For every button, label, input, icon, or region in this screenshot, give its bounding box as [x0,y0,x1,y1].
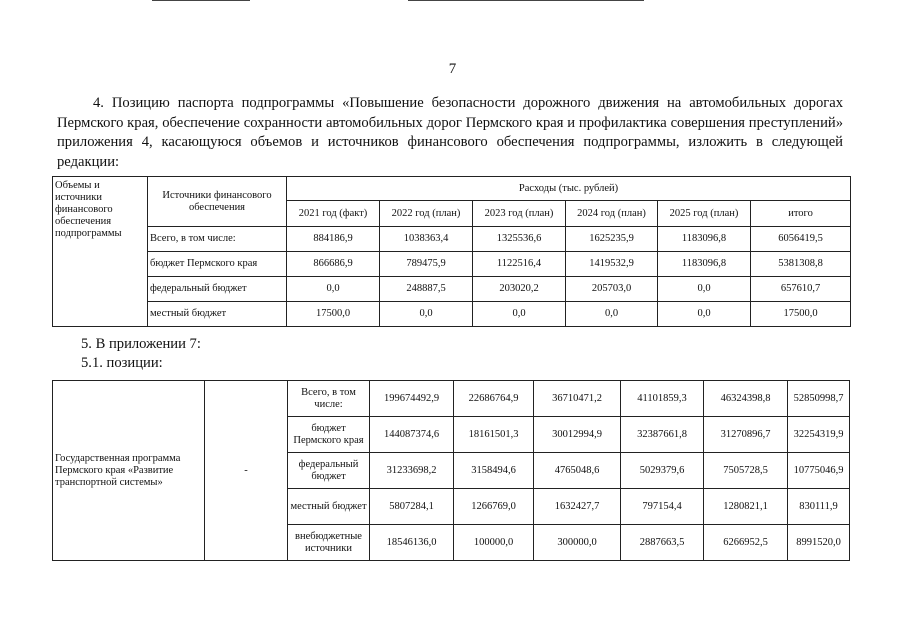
subprogram-funding-table [52,176,851,327]
row-header-cell [53,177,148,327]
cell-value: 1419532,9 [566,252,658,277]
row-label: местный бюджет [148,302,287,327]
cell-value: 31270896,7 [704,417,788,453]
cell-value: 52850998,7 [788,381,850,417]
cell-value: 3158494,6 [454,453,534,489]
year-header: итого [751,201,851,227]
year-header: 2023 год (план) [473,201,566,227]
dash-cell [205,381,288,561]
program-name-cell [53,381,205,561]
section-5-heading: 5. В приложении 7: [81,336,201,352]
table-row [53,277,851,302]
table-row [53,381,850,417]
cell-value: 866686,9 [287,252,380,277]
cell-value: 17500,0 [287,302,380,327]
cell-value: 300000,0 [534,525,621,561]
source-header-cell [148,177,287,227]
cell-value: 18546136,0 [370,525,454,561]
cell-value: 830111,9 [788,489,850,525]
table-row [53,227,851,252]
row-label: внебюджетные источники [288,525,370,561]
cell-value: 18161501,3 [454,417,534,453]
row-label: федеральный бюджет [148,277,287,302]
row-label: федеральный бюджет [288,453,370,489]
top-rule-left [152,0,250,1]
cell-value: 0,0 [566,302,658,327]
cell-value: 1280821,1 [704,489,788,525]
cell-value: 22686764,9 [454,381,534,417]
cell-value: 657610,7 [751,277,851,302]
source-header: Источники финансового обеспечения [162,189,272,213]
cell-value: 0,0 [658,302,751,327]
table-row [53,252,851,277]
cell-value: 0,0 [287,277,380,302]
row-label: Всего, в том числе: [288,381,370,417]
cell-value: 30012994,9 [534,417,621,453]
cell-value: 1183096,8 [658,227,751,252]
page-number: 7 [448,61,457,77]
year-header: 2024 год (план) [566,201,658,227]
cell-value: 31233698,2 [370,453,454,489]
cell-value: 5807284,1 [370,489,454,525]
cell-value: 205703,0 [566,277,658,302]
expenses-header: Расходы (тыс. рублей) [518,182,619,194]
program-name: Государственная программа Пермского края «Развитие транспортной системы» [55,452,181,488]
year-header: 2025 год (план) [658,201,751,227]
expenses-header-cell [287,177,851,201]
dash: - [244,464,248,476]
cell-value: 7505728,5 [704,453,788,489]
cell-value: 199674492,9 [370,381,454,417]
intro-paragraph [57,94,843,172]
year-header: 2022 год (план) [380,201,473,227]
cell-value: 0,0 [473,302,566,327]
cell-value: 1625235,9 [566,227,658,252]
cell-value: 1183096,8 [658,252,751,277]
cell-value: 4765048,6 [534,453,621,489]
cell-value: 32254319,9 [788,417,850,453]
cell-value: 1325536,6 [473,227,566,252]
cell-value: 17500,0 [751,302,851,327]
cell-value: 10775046,9 [788,453,850,489]
cell-value: 797154,4 [621,489,704,525]
cell-value: 0,0 [658,277,751,302]
row-label: местный бюджет [288,489,370,525]
cell-value: 0,0 [380,302,473,327]
cell-value: 41101859,3 [621,381,704,417]
cell-value: 144087374,6 [370,417,454,453]
cell-value: 6056419,5 [751,227,851,252]
program-funding-table [52,380,850,561]
intro-paragraph-text: 4. Позицию паспорта подпрограммы «Повышение безопасности дорожного движения на автомобильных дорогах Пермского края, обеспечение сохранности автомобильных дорог Пермского края и профилактика совершения преступлений» приложения 4, касающуюся объемов и источников финансового обеспечения подпрограммы, изложить в следующей редакции: [57,95,843,170]
cell-value: 1122516,4 [473,252,566,277]
cell-value: 203020,2 [473,277,566,302]
row-header: Объемы и источники финансового обеспечения подпрограммы [55,180,122,239]
cell-value: 789475,9 [380,252,473,277]
cell-value: 884186,9 [287,227,380,252]
cell-value: 8991520,0 [788,525,850,561]
row-label: бюджет Пермского края [288,417,370,453]
cell-value: 5029379,6 [621,453,704,489]
cell-value: 36710471,2 [534,381,621,417]
table-row [53,302,851,327]
cell-value: 100000,0 [454,525,534,561]
row-label: бюджет Пермского края [148,252,287,277]
section-5-1-heading: 5.1. позиции: [81,355,163,371]
cell-value: 1632427,7 [534,489,621,525]
cell-value: 6266952,5 [704,525,788,561]
cell-value: 5381308,8 [751,252,851,277]
cell-value: 32387661,8 [621,417,704,453]
cell-value: 2887663,5 [621,525,704,561]
row-label: Всего, в том числе: [148,227,287,252]
year-header: 2021 год (факт) [287,201,380,227]
cell-value: 1266769,0 [454,489,534,525]
cell-value: 248887,5 [380,277,473,302]
cell-value: 46324398,8 [704,381,788,417]
cell-value: 1038363,4 [380,227,473,252]
top-rule-right [408,0,644,1]
